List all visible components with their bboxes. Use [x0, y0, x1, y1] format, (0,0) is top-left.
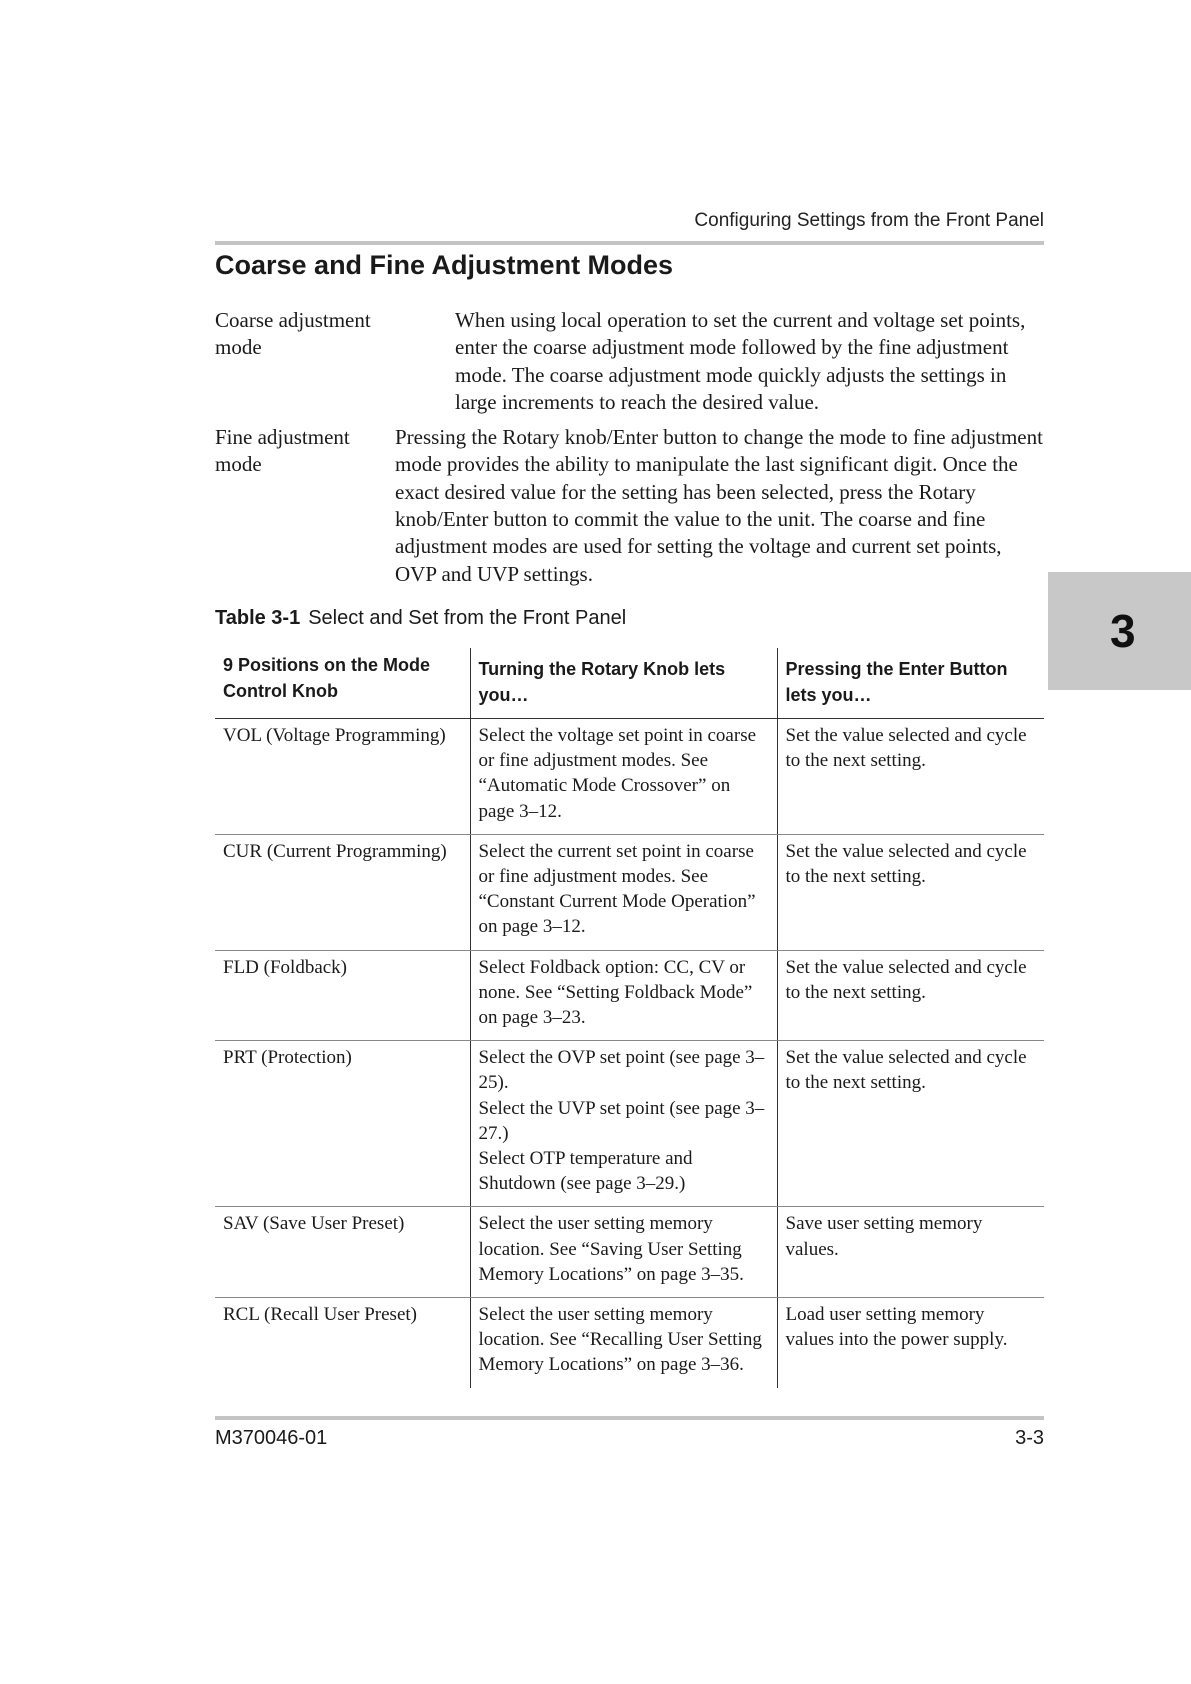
table-caption-label: Table 3-1 — [215, 607, 301, 629]
cell-rotary-line: Select the OVP set point (see page 3–25). — [478, 1047, 765, 1094]
definition-row-fine — [215, 424, 1045, 588]
cell-enter: Set the value selected and cycle to the next setting. — [777, 834, 1044, 950]
cell-position: VOL (Voltage Programming) — [215, 719, 470, 835]
table-caption-text: Select and Set from the Front Panel — [308, 607, 627, 629]
cell-enter: Load user setting memory values into the power supply. — [777, 1298, 1044, 1388]
chapter-tab-number: 3 — [1110, 605, 1136, 657]
cell-rotary-line: Select the UVP set point (see page 3–27.) — [478, 1097, 765, 1144]
cell-position: FLD (Foldback) — [215, 950, 470, 1041]
cell-enter: Save user setting memory values. — [777, 1207, 1044, 1298]
definition-term: Coarse adjustment mode — [215, 308, 371, 360]
section-title: Coarse and Fine Adjustment Modes — [215, 250, 674, 280]
cell-rotary — [470, 719, 777, 835]
table-row — [215, 950, 1044, 1041]
table-row — [215, 1207, 1044, 1298]
table-row — [215, 719, 1044, 835]
cell-position: CUR (Current Programming) — [215, 834, 470, 950]
table-row — [215, 834, 1044, 950]
header-rule — [215, 241, 1044, 245]
table-row — [215, 1298, 1044, 1388]
page-number: 3-3 — [1015, 1427, 1044, 1449]
table-row — [215, 1041, 1044, 1207]
definition-text: When using local operation to set the current and voltage set points, enter the coarse adjustment mode followed by the fine adjustment mode. The coarse adjustment mode quickly adjusts the settings in large increments to reach the desired value. — [455, 308, 1026, 414]
footer-rule — [215, 1416, 1044, 1420]
cell-rotary-line: Select the current set point in coarse or fine adjustment modes. See “Constant Current Mode Operation” on page 3–12. — [478, 840, 756, 938]
cell-enter: Set the value selected and cycle to the next setting. — [777, 950, 1044, 1041]
table-header-row — [215, 648, 1044, 719]
definition-term: Fine adjustment mode — [215, 425, 350, 477]
cell-rotary-line: Select Foldback option: CC, CV or none. See “Setting Foldback Mode” on page 3–23. — [478, 956, 753, 1029]
cell-rotary-line: Select the user setting memory location. See “Recalling User Setting Memory Locations” on page 3–36. — [478, 1304, 762, 1376]
cell-position: RCL (Recall User Preset) — [223, 1304, 417, 1326]
running-header: Configuring Settings from the Front Panel — [694, 210, 1044, 231]
definition-list — [215, 307, 1045, 596]
cell-rotary-line: Select the user setting memory location. See “Saving User Setting Memory Locations” on page 3–35. — [478, 1213, 744, 1285]
cell-rotary — [470, 950, 777, 1041]
column-header-position: 9 Positions on the Mode Control Knob — [215, 648, 470, 719]
definition-text: Pressing the Rotary knob/Enter button to change the mode to fine adjustment mode provides the ability to manipulate the last significant digit. Once the exact desired value for the setting has been selected, press the Rotary knob/Enter button to commit the value to the unit. The coarse and fine adjustment modes are used for setting the voltage and current set points, OVP and UVP settings. — [395, 425, 1043, 586]
cell-rotary — [470, 1207, 777, 1298]
cell-rotary — [470, 1298, 777, 1388]
cell-position: SAV (Save User Preset) — [215, 1207, 470, 1298]
cell-enter: Set the value selected and cycle to the next setting. — [777, 1041, 1044, 1207]
cell-rotary-line: Select the voltage set point in coarse or fine adjustment modes. See “Automatic Mode Crossover” on page 3–12. — [478, 725, 757, 822]
mode-control-table — [215, 648, 1044, 1388]
document-number: M370046-01 — [215, 1427, 328, 1449]
cell-rotary-line: Select OTP temperature and Shutdown (see page 3–29.) — [478, 1148, 693, 1195]
column-header-enter: Pressing the Enter Button lets you… — [777, 648, 1044, 719]
chapter-tab — [1048, 572, 1191, 690]
column-header-rotary: Turning the Rotary Knob lets you… — [470, 648, 777, 719]
cell-rotary — [470, 834, 777, 950]
table-caption — [215, 607, 626, 630]
cell-position: PRT (Protection) — [215, 1041, 470, 1207]
definition-row-coarse — [215, 307, 1045, 416]
cell-enter: Set the value selected and cycle to the next setting. — [777, 719, 1044, 835]
cell-rotary — [470, 1041, 777, 1207]
